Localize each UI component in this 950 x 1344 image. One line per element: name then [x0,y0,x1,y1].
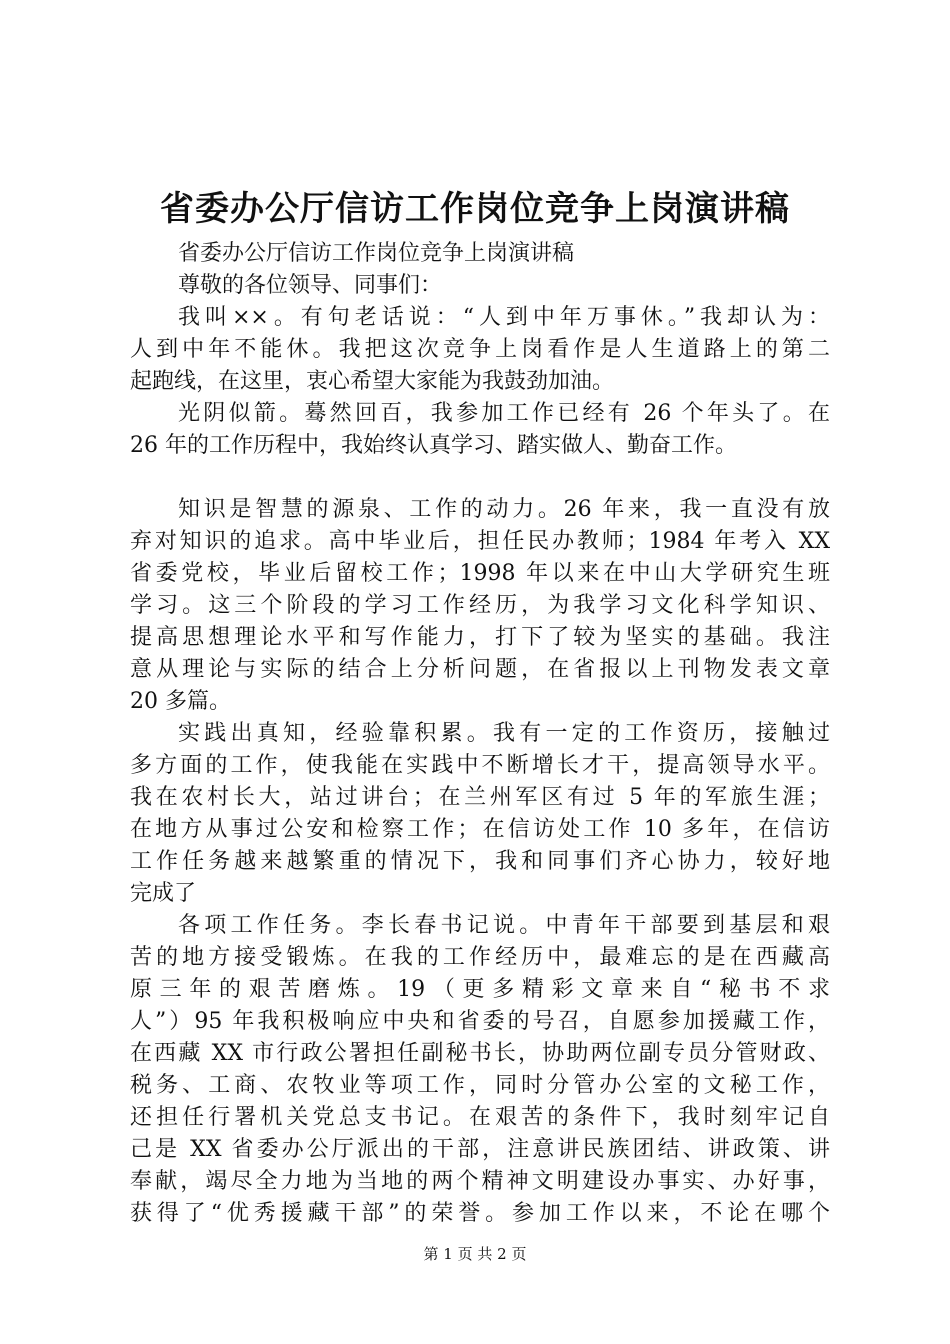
text-line: 实践出真知，经验靠积累。我有一定的工作资历，接触过 [178,721,830,746]
text-line: 完成了 [130,881,197,906]
text-line: 20 多篇。 [130,689,231,714]
text-line: 光阴似箭。蓦然回百，我参加工作已经有 26 个年头了。在 [178,401,830,426]
page-footer: 第 1 页 共 2 页 [423,1245,527,1263]
text-line: 获得了“优秀援藏干部”的荣誉。参加工作以来，不论在哪个 [130,1201,830,1226]
text-line: 26 年的工作历程中，我始终认真学习、踏实做人、勤奋工作。 [130,433,737,458]
text-line: 我在农村长大，站过讲台；在兰州军区有过 5 年的军旅生涯； [130,785,830,810]
text-line: 多方面的工作，使我能在实践中不断增长才干，提高领导水平。 [130,753,830,778]
text-line: 税务、工商、农牧业等项工作，同时分管办公室的文秘工作， [130,1073,830,1098]
text-line: 我叫××。有句老话说：“人到中年万事休。”我却认为： [178,305,830,330]
text-line: 工作任务越来越繁重的情况下，我和同事们齐心协力，较好地 [130,849,830,874]
text-line: 意从理论与实际的结合上分析问题，在省报以上刊物发表文章 [130,657,830,682]
text-line: 原三年的艰苦磨炼。19（更多精彩文章来自“秘书不求 [130,977,830,1002]
text-line: 提高思想理论水平和写作能力，打下了较为坚实的基础。我注 [130,625,830,650]
text-line: 起跑线，在这里，衷心希望大家能为我鼓劲加油。 [130,369,615,394]
text-line: 苦的地方接受锻炼。在我的工作经历中，最难忘的是在西藏高 [130,945,830,970]
text-line: 学习。这三个阶段的学习工作经历，为我学习文化科学知识、 [130,593,830,618]
text-line: 人到中年不能休。我把这次竞争上岗看作是人生道路上的第二 [130,337,830,362]
text-line: 己是 XX 省委办公厅派出的干部，注意讲民族团结、讲政策、讲 [130,1137,830,1162]
text-line: 知识是智慧的源泉、工作的动力。26 年来，我一直没有放 [178,497,830,522]
text-line: 尊敬的各位领导、同事们： [178,273,443,298]
document-title: 省委办公厅信访工作岗位竞争上岗演讲稿 [160,189,790,229]
text-line: 奉献，竭尽全力地为当地的两个精神文明建设办事实、办好事， [130,1169,830,1194]
text-line: 省委办公厅信访工作岗位竞争上岗演讲稿 [178,241,575,266]
document-body [130,238,830,1230]
text-line: 省委党校，毕业后留校工作；1998 年以来在中山大学研究生班 [130,561,830,586]
text-line: 在地方从事过公安和检察工作；在信访处工作 10 多年，在信访 [130,817,830,842]
text-line: 各项工作任务。李长春书记说。中青年干部要到基层和艰 [178,913,830,938]
blank-line [130,462,830,494]
text-line: 弃对知识的追求。高中毕业后，担任民办教师；1984 年考入 XX [130,529,830,554]
text-line: 人”）95 年我积极响应中央和省委的号召，自愿参加援藏工作， [130,1009,830,1034]
text-line: 还担任行署机关党总支书记。在艰苦的条件下，我时刻牢记自 [130,1105,830,1130]
text-line: 在西藏 XX 市行政公署担任副秘书长，协助两位副专员分管财政、 [130,1041,830,1066]
